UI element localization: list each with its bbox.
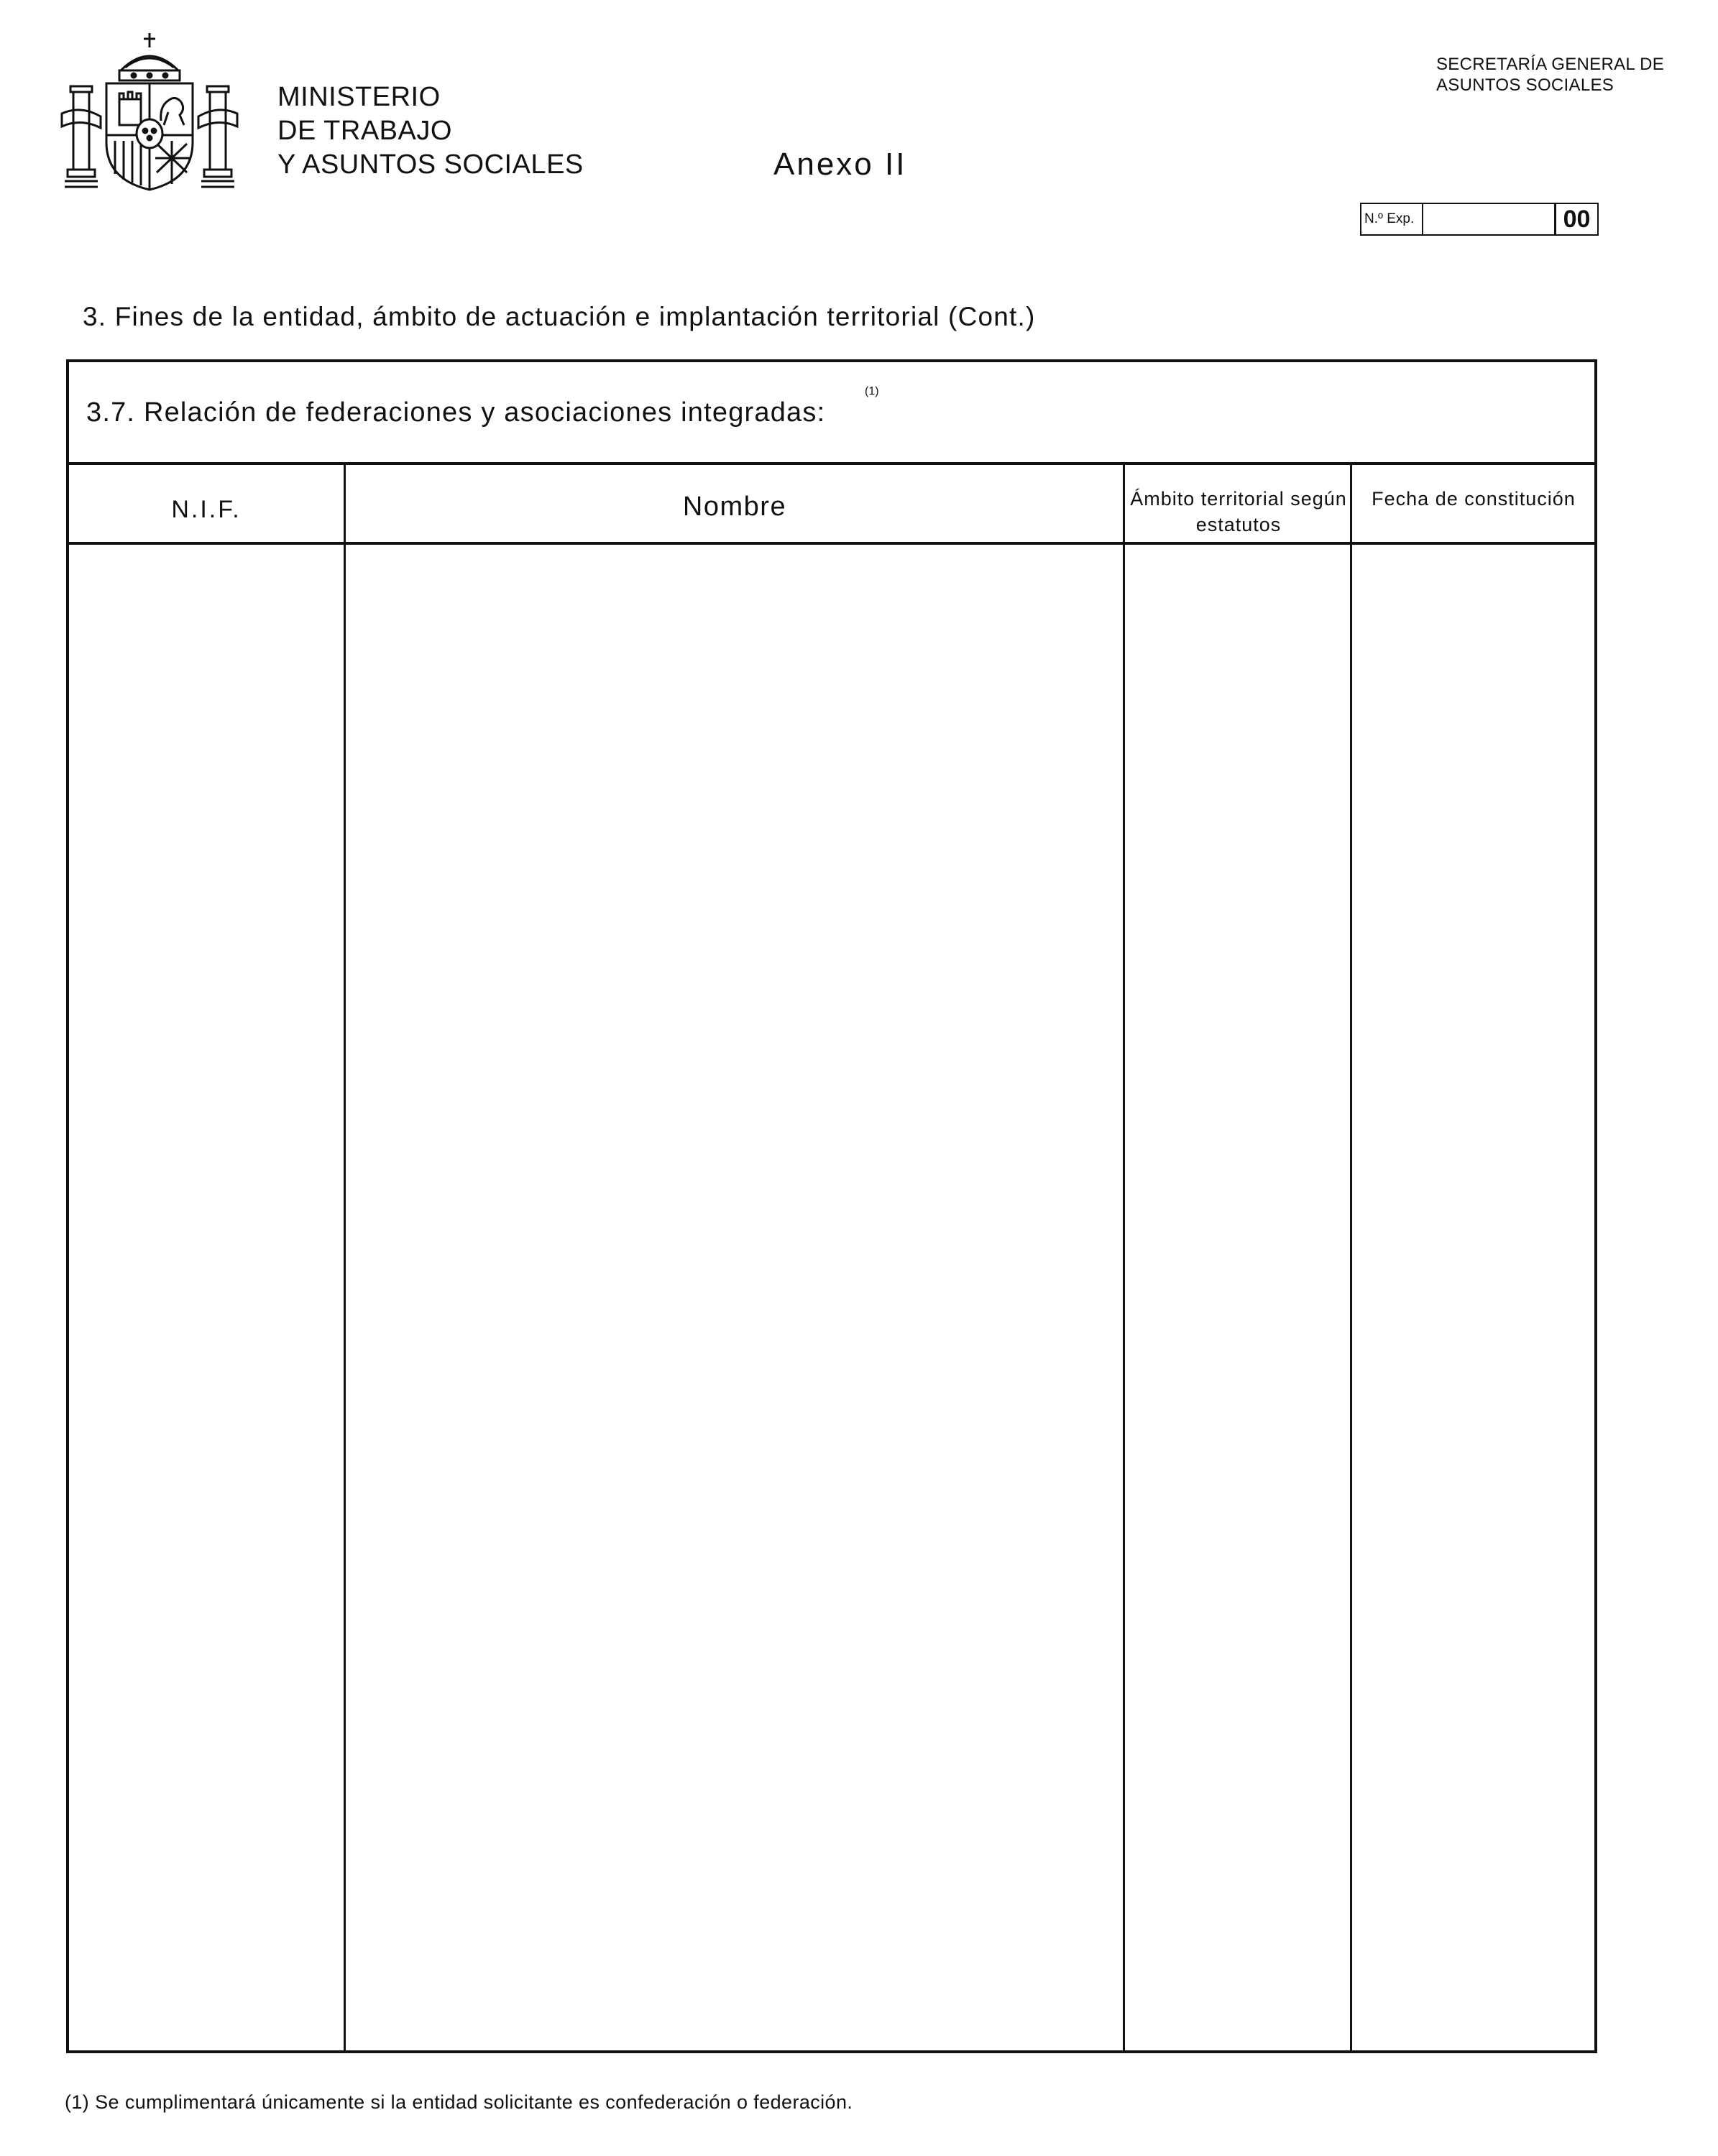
section-title: 3. Fines de la entidad, ámbito de actuación e implantación territorial (Cont.) xyxy=(83,302,1036,331)
table-header-divider xyxy=(66,542,1597,545)
column-header-nif: N.I.F. xyxy=(171,496,242,523)
column-header-ambito: Ámbito territorial según estatutos xyxy=(1130,488,1347,535)
nif-entry-area[interactable] xyxy=(69,546,342,2050)
expediente-label: N.º Exp. xyxy=(1361,204,1423,234)
fecha-entry-area[interactable] xyxy=(1353,546,1594,2050)
ministry-line: Y ASUNTOS SOCIALES xyxy=(277,149,584,180)
subsection-divider xyxy=(66,462,1597,465)
ministry-line: MINISTERIO xyxy=(277,82,441,112)
annex-title: Anexo II xyxy=(773,147,907,182)
column-divider xyxy=(344,464,346,2052)
secretaria-line: ASUNTOS SOCIALES xyxy=(1436,75,1614,95)
expediente-code: 00 xyxy=(1554,204,1597,234)
nombre-entry-area[interactable] xyxy=(346,546,1121,2050)
subsection-title: 3.7. Relación de federaciones y asociaciones integradas: xyxy=(86,397,826,428)
coat-of-arms-icon xyxy=(59,20,240,195)
expediente-field[interactable] xyxy=(1360,203,1599,236)
ministry-line: DE TRABAJO xyxy=(277,116,452,146)
footnote-reference: (1) xyxy=(865,385,879,397)
ambito-entry-area[interactable] xyxy=(1126,546,1349,2050)
secretaria-name xyxy=(1436,54,1664,96)
ministry-name xyxy=(277,80,584,182)
column-divider xyxy=(1123,464,1125,2052)
column-header-fecha: Fecha de constitución xyxy=(1372,488,1576,510)
column-divider xyxy=(1350,464,1352,2052)
column-header-nombre: Nombre xyxy=(682,492,787,522)
footnote: (1) Se cumplimentará únicamente si la entidad solicitante es confederación o federación. xyxy=(65,2091,853,2113)
secretaria-line: SECRETARÍA GENERAL DE xyxy=(1436,55,1665,74)
